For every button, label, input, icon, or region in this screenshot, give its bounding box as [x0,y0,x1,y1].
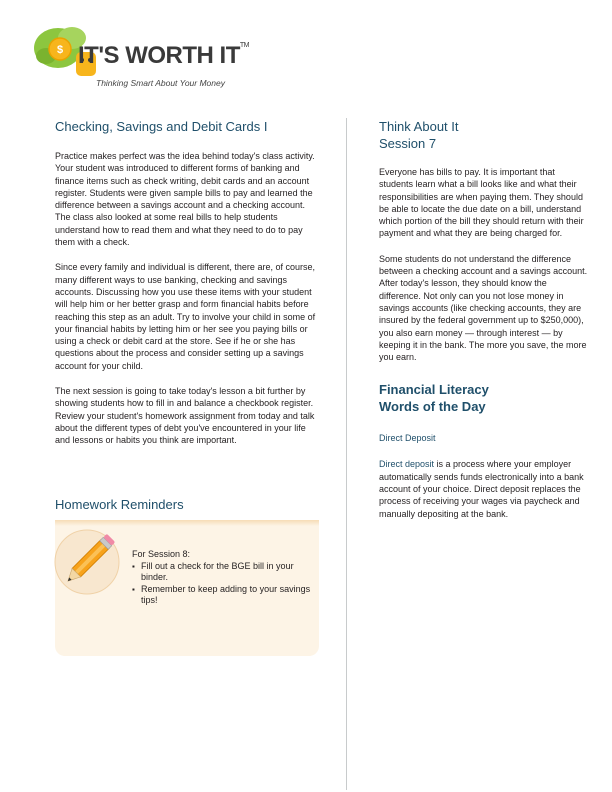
trademark: TM [239,42,249,49]
brand-name [78,42,249,70]
homework-item: ▪ Remember to keep adding to your savings tips! [141,584,317,607]
think-title-line2: Session 7 [379,136,437,151]
words-of-the-day-title [379,381,589,415]
vocab-definition [379,458,589,519]
vocab-definition-term: Direct deposit [379,459,435,470]
right-paragraph-1: Everyone has bills to pay. It is important that students learn what a bill looks like and what their responsibilities are when paying them. They should be able to locate the due date on a bill, understand which portion of the bill they should return with their payment and what they are being charged for. [379,167,584,239]
brand-text: IT'S WORTH IT [78,42,240,69]
homework-list [132,561,317,607]
left-paragraph-1: Practice makes perfect was the idea behind today's class activity. Your student was introduced to different forms of banking and finance items such as check writing, debit cards and an account register. Students were given sample bills to pay and learned the difference between a savings account and a checking account. The class also looked at some real bills to help students understand how to read them and what they need to do to pay them with a check. [55,151,315,248]
pencil-icon [52,527,122,597]
column-divider [346,118,347,790]
coin-symbol: $ [56,44,64,56]
words-title-line2: Words of the Day [379,399,486,415]
vocab-definition-text: is a process where your employer automatically sends funds electronically into a bank account of your choice. Direct deposit replaces the process of receiving your wages via paycheck and manually depositing at the bank. [379,459,584,519]
tagline: Thinking Smart About Your Money [96,78,225,88]
homework-title: Homework Reminders [55,497,184,512]
left-paragraph-3: The next session is going to take today's lesson a bit further by showing students how to fill in and balance a checkbook register. Review your student's homework assignment from today and talk about the different types of debt you've encountered in your life and lessons or habits you think are important. [55,386,315,446]
left-paragraph-2: Since every family and individual is different, there are, of course, many different ways to use banking, checking and savings accounts. Discussing how you use these items with your student will help him or her better grasp and form financial habits before reaching this step as an adult. Try to involve your child in some of your financial habits by letting him or her see you paying bills or using a check or debit card at the store. See if he or she has questions about the process and consider setting up a savings account for your child. [55,262,316,371]
left-column [55,118,320,460]
vocab-term: Direct Deposit [379,433,436,444]
session-label: For Session 8: [132,549,191,559]
think-about-it-title [379,118,589,152]
logo [28,16,249,100]
homework-item: ▪ Fill out a check for the BGE bill in your binder. [141,561,317,584]
right-paragraph-2: Some students do not understand the difference between a checking account and a savings account. After today's lesson, they should know the difference. Not only can you not lose money in savings accounts (like checking accounts, they are insured by the federal government up to $250,000), you also earn money — through interest — by keeping it in the bank. The more you save, the more you earn. [379,253,588,363]
homework-box-topbar [55,520,319,526]
lesson-title: Checking, Savings and Debit Cards I [55,119,268,134]
right-column [379,118,589,533]
homework-content [132,549,317,607]
think-title-line1: Think About It [379,119,459,134]
words-title-line1: Financial Literacy [379,382,489,398]
